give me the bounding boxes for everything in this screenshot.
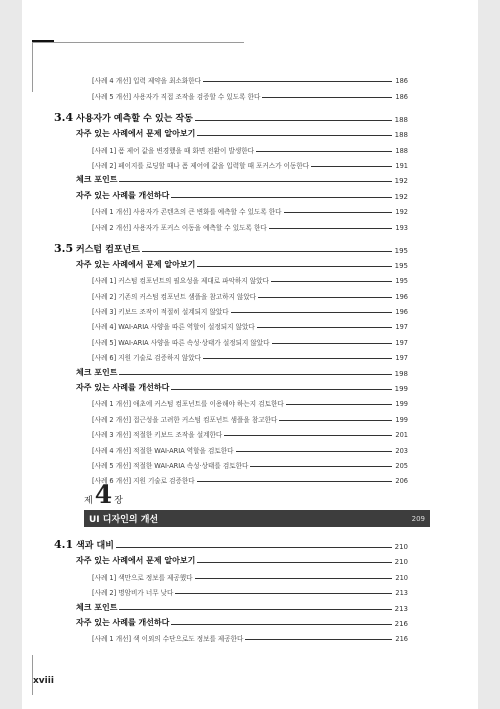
dot-leader [116, 547, 392, 548]
toc-case-entry[interactable] [54, 628, 408, 643]
section-number: 4.1 [54, 538, 74, 551]
dot-leader [197, 481, 392, 482]
toc-entry-title: 체크 포인트 [76, 602, 118, 612]
dot-leader [171, 197, 392, 198]
toc-entry-title: 체크 포인트 [76, 367, 118, 377]
dot-leader [203, 81, 392, 82]
toc-case-entry[interactable] [54, 270, 408, 285]
toc-entry-title: [사례 3 개선] 적절한 키보드 조작을 설계한다 [92, 431, 223, 440]
chapter-suffix: 장 [114, 496, 123, 506]
dot-leader [311, 166, 392, 167]
toc-entry-title: 자주 있는 사례를 개선하다 [76, 383, 170, 393]
toc-subsection-entry[interactable] [54, 185, 408, 200]
toc-page-number: 216 [395, 635, 408, 644]
dot-leader [272, 343, 392, 344]
dot-leader [231, 312, 392, 313]
margin-rule-bottom [32, 655, 33, 695]
toc-page-number: 210 [395, 573, 408, 582]
toc-case-entry[interactable] [54, 347, 408, 362]
section-title: 커스텀 컴포넌트 [76, 244, 140, 255]
toc-subsection-entry[interactable] [54, 170, 408, 185]
toc-case-entry[interactable] [54, 582, 408, 597]
toc-entry-title: [사례 1] 폼 제어 값을 변경했을 때 화면 전환이 발생한다 [92, 146, 254, 155]
section-number: 3.5 [54, 241, 74, 255]
toc-entry-title: [사례 2] 페이지를 로딩할 때나 폼 제어에 값을 입력할 때 포커스가 이동한다 [92, 161, 310, 170]
toc-section-entry[interactable] [54, 237, 408, 255]
toc-section-entry[interactable] [54, 106, 408, 124]
toc-case-entry[interactable] [54, 316, 408, 331]
toc-page-number: 196 [395, 292, 408, 301]
toc-page-number: 192 [394, 177, 408, 186]
toc-entry-title: [사례 5 개선] 사용자가 직접 조작을 검증할 수 있도록 한다 [92, 92, 261, 101]
dot-leader [256, 151, 392, 152]
toc-page-number: 195 [394, 261, 408, 270]
toc-page-number: 199 [394, 385, 408, 394]
toc-entry-title [54, 242, 140, 255]
toc-entry-title: 자주 있는 사례를 개선하다 [76, 190, 170, 200]
page-folio: xviii [33, 676, 54, 686]
toc-page-number: 210 [394, 558, 408, 567]
toc-case-entry[interactable] [54, 155, 408, 170]
section-number: 3.4 [54, 110, 74, 124]
dot-leader [171, 624, 392, 625]
toc-case-entry[interactable] [54, 393, 408, 408]
toc-subsection-entry[interactable] [54, 255, 408, 270]
toc-entry-title: [사례 2] 기존의 커스텀 컴포넌트 샘플을 참고하지 않았다 [92, 292, 257, 301]
toc-entry-title: [사례 1 개선] 색 이외의 수단으로도 정보를 제공한다 [92, 635, 244, 644]
dot-leader [203, 358, 392, 359]
dot-leader [175, 593, 392, 594]
toc-case-entry[interactable] [54, 85, 408, 100]
toc-page-number: 213 [395, 589, 408, 598]
toc-entry-title: [사례 1] 색만으로 정보를 제공했다 [92, 573, 193, 582]
toc-entry-title: [사례 2 개선] 사용자가 포커스 이동을 예측할 수 있도록 한다 [92, 223, 267, 232]
toc-page-number: 195 [395, 277, 408, 286]
dot-leader [257, 327, 392, 328]
toc-entry-title: 자주 있는 사례에서 문제 알아보기 [76, 259, 196, 269]
toc-case-entry[interactable] [54, 285, 408, 300]
toc-page-number: 188 [394, 131, 408, 140]
dot-leader [258, 297, 392, 298]
dot-leader [197, 266, 392, 267]
chapter-heading [84, 480, 123, 509]
header-rule [32, 42, 244, 43]
margin-rule-top [32, 42, 33, 92]
toc-entry-title: 체크 포인트 [76, 175, 118, 185]
toc-page-number: 197 [395, 338, 408, 347]
dot-leader [119, 181, 392, 182]
toc-entry-title: [사례 5] WAI-ARIA 사양을 따른 속성·상태가 설정되지 않았다 [92, 338, 270, 347]
toc-case-entry[interactable] [54, 70, 408, 85]
toc-case-entry[interactable] [54, 566, 408, 581]
toc-case-entry[interactable] [54, 216, 408, 231]
dot-leader [269, 228, 392, 229]
toc-entry-title: 자주 있는 사례를 개선하다 [76, 617, 170, 627]
toc-subsection-entry[interactable] [54, 378, 408, 393]
toc-page-number: 196 [395, 308, 408, 317]
dot-leader [171, 389, 392, 390]
toc-subsection-entry[interactable] [54, 613, 408, 628]
toc-page-number: 198 [394, 369, 408, 378]
dot-leader [286, 404, 392, 405]
dot-leader [279, 420, 392, 421]
dot-leader [284, 212, 392, 213]
toc-entry-title: [사례 1 개선] 애초에 커스텀 컴포넌트를 이용해야 하는지 검토한다 [92, 400, 284, 409]
chapter-page-number: 209 [411, 514, 425, 523]
toc-entry-title: 자주 있는 사례에서 문제 알아보기 [76, 129, 196, 139]
toc-page-number: 188 [394, 115, 408, 124]
toc-entry-title: [사례 1 개선] 사용자가 콘텐츠의 큰 변화를 예측할 수 있도록 한다 [92, 208, 282, 217]
toc-list-bottom [54, 533, 408, 643]
toc-subsection-entry[interactable] [54, 597, 408, 612]
toc-page-number: 192 [394, 192, 408, 201]
toc-page-number: 210 [394, 543, 408, 551]
toc-case-entry[interactable] [54, 139, 408, 154]
toc-entry-title: 자주 있는 사례에서 문제 알아보기 [76, 556, 196, 566]
chapter-title-bar[interactable] [84, 510, 430, 527]
dot-leader [119, 374, 392, 375]
toc-case-entry[interactable] [54, 424, 408, 439]
toc-case-entry[interactable] [54, 301, 408, 316]
toc-page-number: 199 [395, 400, 408, 409]
toc-entry-title: [사례 5 개선] 적절한 WAI-ARIA 속성·상태를 검토한다 [92, 461, 249, 470]
dot-leader [262, 97, 392, 98]
toc-entry-title: [사례 3] 키보드 조작이 적절히 설계되지 않았다 [92, 308, 229, 317]
toc-case-entry[interactable] [54, 331, 408, 346]
toc-entry-title: [사례 4] WAI-ARIA 사양을 따른 역할이 설정되지 않았다 [92, 323, 255, 332]
dot-leader [119, 609, 392, 610]
toc-entry-title: [사례 2] 명암비가 너무 낮다 [92, 589, 174, 598]
toc-section-entry[interactable] [54, 533, 408, 551]
chapter-prefix: 제 [84, 496, 93, 506]
section-title: 사용자가 예측할 수 있는 작동 [76, 113, 193, 124]
toc-entry-title: [사례 1] 커스텀 컴포넌트의 필요성을 제대로 파악하지 않았다 [92, 277, 269, 286]
toc-page-number: 186 [395, 77, 408, 86]
toc-entry-title: [사례 4 개선] 적절한 WAI-ARIA 역할을 검토한다 [92, 446, 234, 455]
chapter-number: 4 [94, 480, 113, 509]
toc-page-number: 197 [395, 354, 408, 363]
toc-entry-title [54, 538, 114, 551]
toc-entry-title: [사례 6] 지원 기술로 검증하지 않았다 [92, 354, 201, 363]
dot-leader [250, 466, 392, 467]
toc-page-number: 205 [395, 461, 408, 470]
dot-leader [236, 451, 393, 452]
dot-leader [195, 120, 392, 121]
toc-page-number: 191 [395, 161, 408, 170]
toc-case-entry[interactable] [54, 455, 408, 470]
toc-entry-title: [사례 2 개선] 접근성을 고려한 커스텀 컴포넌트 샘플을 참고한다 [92, 415, 278, 424]
toc-case-entry[interactable] [54, 408, 408, 423]
section-title: 색과 대비 [76, 541, 114, 551]
dot-leader [245, 639, 392, 640]
toc-page-number: 197 [395, 323, 408, 332]
toc-page-number: 216 [394, 619, 408, 628]
chapter-title: UI 디자인의 개선 [89, 515, 159, 525]
toc-subsection-entry[interactable] [54, 124, 408, 139]
toc-page-number: 203 [395, 446, 408, 455]
toc-entry-title: [사례 6 개선] 지원 기술로 검증한다 [92, 477, 195, 486]
chapter-number-label [84, 480, 123, 509]
toc-page-number: 199 [395, 415, 408, 424]
dot-leader [197, 562, 392, 563]
toc-subsection-entry[interactable] [54, 551, 408, 566]
toc-entry-title: [사례 4 개선] 입력 제약을 최소화한다 [92, 77, 201, 86]
toc-page-number: 213 [394, 604, 408, 613]
dot-leader [142, 251, 392, 252]
toc-page-number: 206 [395, 477, 408, 486]
dot-leader [224, 435, 392, 436]
dot-leader [197, 135, 392, 136]
toc-page-number: 188 [395, 146, 408, 155]
toc-page-number: 201 [395, 431, 408, 440]
book-page [22, 0, 478, 709]
toc-list-top [54, 70, 408, 485]
toc-entry-title [54, 111, 193, 124]
toc-case-entry[interactable] [54, 439, 408, 454]
toc-case-entry[interactable] [54, 201, 408, 216]
toc-page-number: 186 [395, 92, 408, 101]
toc-subsection-entry[interactable] [54, 362, 408, 377]
dot-leader [195, 578, 392, 579]
toc-page-number: 192 [395, 208, 408, 217]
toc-page-number: 195 [394, 246, 408, 255]
dot-leader [271, 281, 392, 282]
toc-page-number: 193 [395, 223, 408, 232]
